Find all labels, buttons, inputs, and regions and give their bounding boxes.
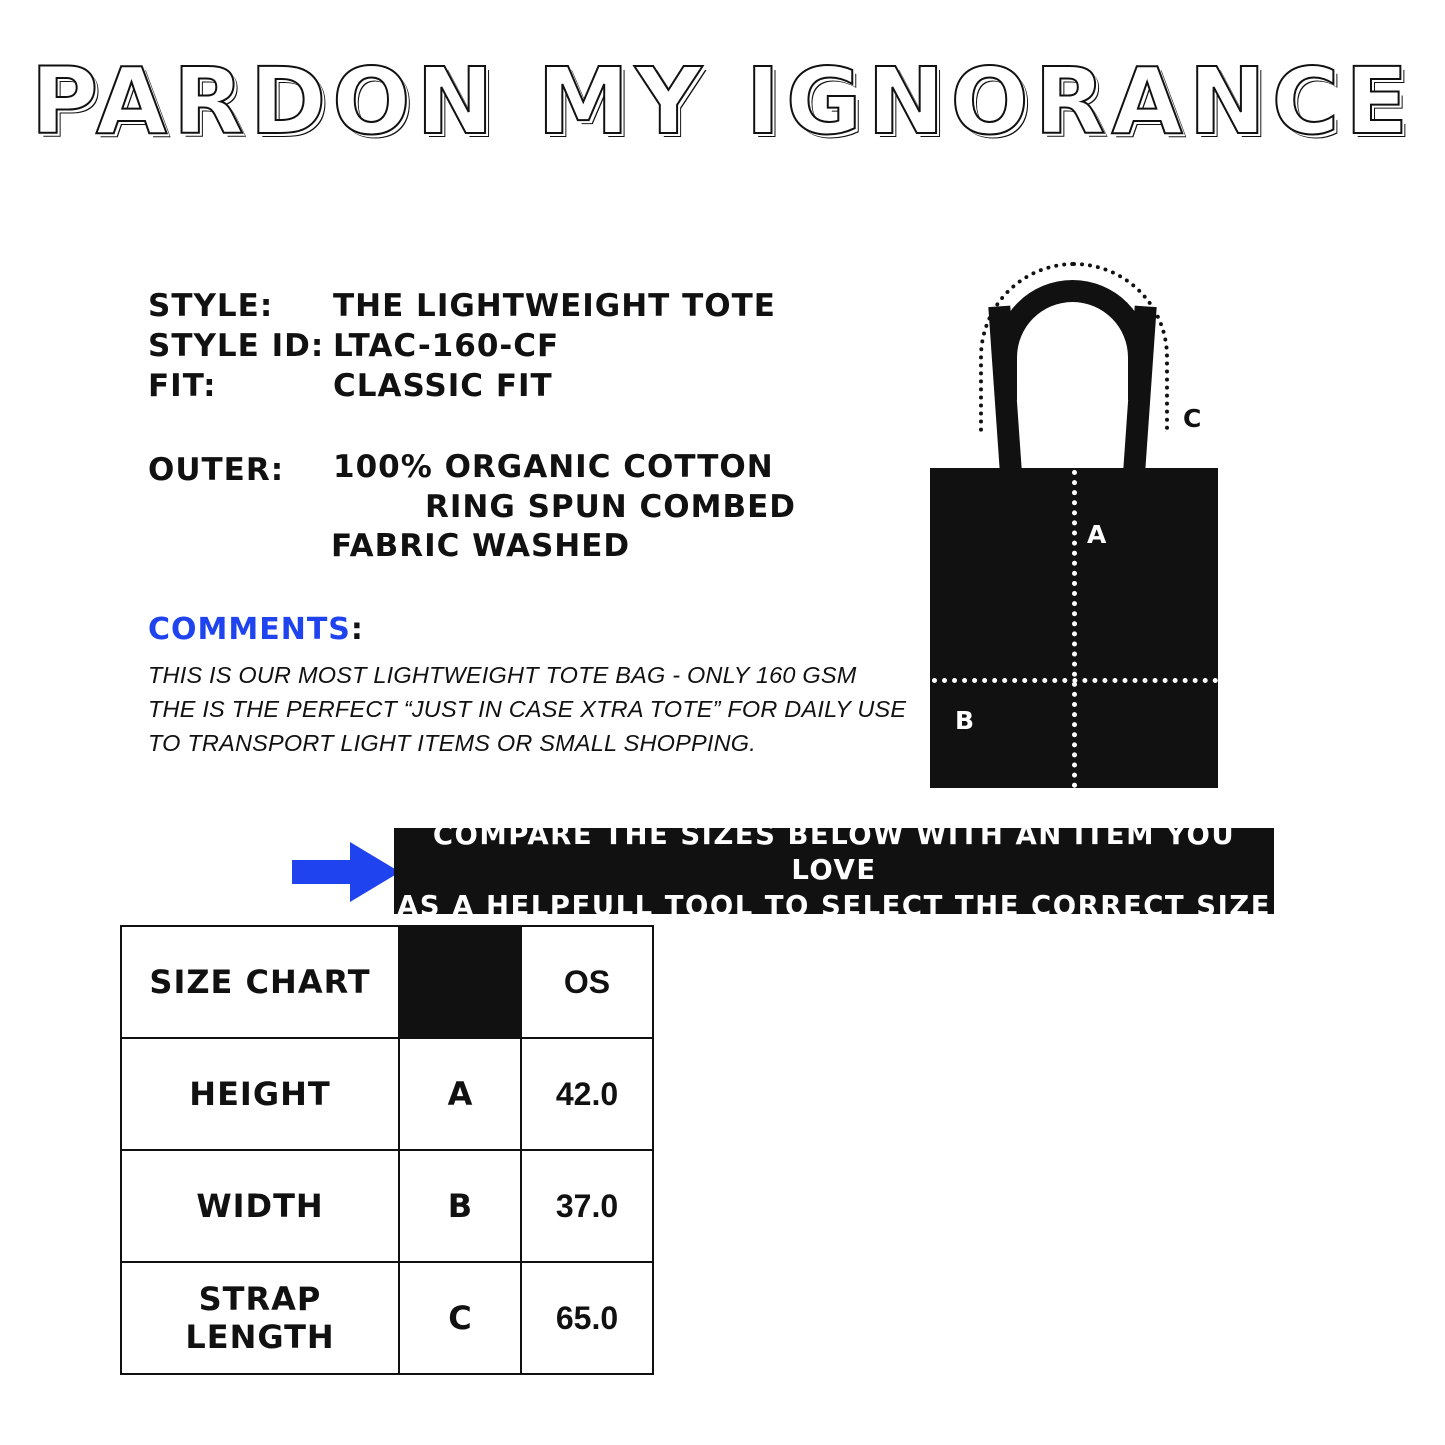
spec-label-fit: FIT: [148,368,217,404]
table-row [121,1038,653,1150]
comments-line-1: THIS IS OUR MOST LIGHTWEIGHT TOTE BAG - ONLY 160 GSM [148,662,857,688]
diagram-letter-a: A [1087,520,1108,549]
row-value-strap-length-os: 65.0 [521,1262,653,1374]
right-arrow-icon [292,840,402,904]
row-label-width: WIDTH [121,1150,399,1262]
outer-label: OUTER: [148,452,285,488]
outer-composition [148,448,908,567]
size-compare-banner [394,819,1274,922]
row-value-width-os: 37.0 [521,1150,653,1262]
size-chart [120,925,654,1375]
height-measure-line [1072,470,1077,788]
row-key-strap-length: C [399,1262,521,1374]
comments-body [148,658,908,760]
row-label-strap-length: STRAP LENGTH [121,1262,399,1374]
size-chart-title: SIZE CHART [121,926,399,1038]
spec-label-style-id: STYLE ID: [148,328,325,364]
banner-line-2: AS A HELPFULL TOOL TO SELECT THE CORRECT SIZE [396,889,1272,922]
spec-value-style: THE LIGHTWEIGHT TOTE [333,288,776,324]
width-measure-line [932,678,1218,683]
table-row [121,1150,653,1262]
row-value-height-os: 42.0 [521,1038,653,1150]
spec-row-style [148,288,868,324]
diagram-letter-b: B [955,706,976,735]
comments-heading-colon: : [350,612,364,647]
header-size-os: OS [521,926,653,1038]
row-key-width: B [399,1150,521,1262]
spec-label-style: STYLE: [148,288,274,324]
outer-line-1: 100% ORGANIC COTTON [333,449,774,485]
row-key-height: A [399,1038,521,1150]
spec-row-style-id [148,328,868,364]
outer-lines [333,448,908,567]
tote-bag-diagram [905,258,1245,788]
spec-value-style-id: LTAC-160-CF [333,328,560,364]
table-row [121,1262,653,1374]
comments-heading [148,612,364,647]
comments-line-3: TO TRANSPORT LIGHT ITEMS OR SMALL SHOPPING. [148,730,756,757]
table-row-header [121,926,653,1038]
spec-list [148,288,868,408]
diagram-letter-c: C [1183,404,1203,433]
row-label-height: HEIGHT [121,1038,399,1150]
page-title: PARDON MY IGNORANCE [30,48,1415,155]
spec-value-fit: CLASSIC FIT [333,368,553,404]
spec-row-fit [148,368,868,404]
comments-line-2: THE IS THE PERFECT “JUST IN CASE XTRA TOTE” FOR DAILY USE [148,696,907,723]
banner-line-1: COMPARE THE SIZES BELOW WITH AN ITEM YOU LOVE [432,819,1236,887]
outer-line-2: RING SPUN COMBED [425,488,797,525]
outer-line-3: FABRIC WASHED [331,528,631,565]
header-blank-cell [399,926,521,1038]
comments-heading-text: COMMENTS [148,612,351,647]
